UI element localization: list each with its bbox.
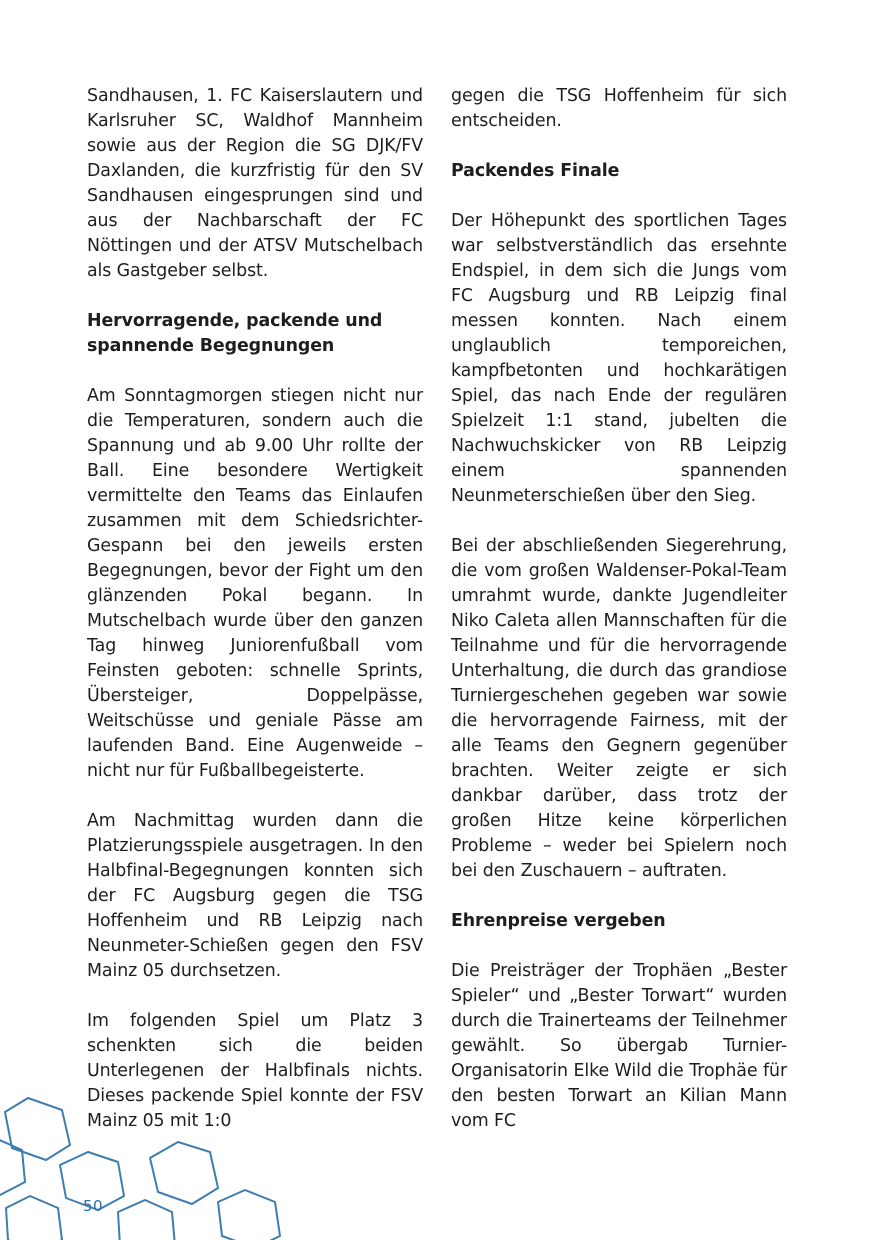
right-paragraph-2: Der Höhepunkt des sportlichen Tages war selbstverständlich das ersehnte Endspiel, in dem sich die Jungs vom FC Augsburg und RB Leipzig final messen konnten. Nach einem unglaublich temporeichen, kampfbetonten und hochkarätigen Spiel, das nach Ende der regulären Spielzeit 1:1 stand, jubelten die Nachwuchskicker von RB Leipzig einem spannenden Neunmeterschießen über den Sieg.: [451, 211, 787, 506]
right-paragraph-1: gegen die TSG Hoffenheim für sich entscheiden.: [451, 86, 787, 131]
left-paragraph-1: Sandhausen, 1. FC Kaiserslautern und Karlsruher SC, Waldhof Mannheim sowie aus der Region die SG DJK/FV Daxlanden, die kurzfristig für den SV Sandhausen eingesprungen sind und aus der Nachbarschaft der FC Nöttingen und der ATSV Mutschelbach als Gastgeber selbst.: [87, 86, 423, 281]
right-column: [451, 84, 787, 1134]
right-paragraph-3: Bei der abschließenden Siegerehrung, die vom großen Waldenser-Pokal-Team umrahmt wurde, dankte Jugendleiter Niko Caleta allen Mannschaften für die Teilnahme und für die hervorragende Unterhaltung, die durch das grandiose Turniergeschehen gegeben war sowie die hervorragende Fairness, mit der alle Teams den Gegnern gegenüber brachten. Weiter zeigte er sich dankbar darüber, dass trotz der großen Hitze keine körperlichen Probleme – weder bei Spielern noch bei den Zuschauern – auftraten.: [451, 536, 787, 881]
hexagon-4: [150, 1142, 218, 1204]
hexagon-5: [218, 1190, 280, 1240]
page-number: 50: [83, 1197, 104, 1215]
left-paragraph-2: Am Sonntagmorgen stiegen nicht nur die Temperaturen, sondern auch die Spannung und ab 9.00 Uhr rollte der Ball. Eine besondere Wertigkeit vermittelte den Teams das Einlaufen zusammen mit dem Schiedsrichter-Gespann bei den jeweils ersten Begegnungen, bevor der Fight um den glänzenden Pokal begann. In Mutschelbach wurde über den ganzen Tag hinweg Juniorenfußball vom Feinsten geboten: schnelle Sprints, Übersteiger, Doppelpässe, Weitschüsse und geniale Pässe am laufenden Band. Eine Augenweide – nicht nur für Fußballbegeisterte.: [87, 386, 423, 781]
right-paragraph-4: Die Preisträger der Trophäen „Bester Spieler“ und „Bester Torwart“ wurden durch die Trainerteams der Teilnehmer gewählt. So übergab Turnier-Organisatorin Elke Wild die Trophäe für den besten Torwart an Kilian Mann vom FC: [451, 961, 787, 1131]
right-heading-2: Ehrenpreise vergeben: [451, 911, 666, 931]
hexagon-2: [0, 1138, 25, 1195]
left-paragraph-3: Am Nachmittag wurden dann die Platzierungsspiele ausgetragen. In den Halbfinal-Begegnungen konnten sich der FC Augsburg gegen die TSG Hoffenheim und RB Leipzig nach Neunmeter-Schießen gegen den FSV Mainz 05 durchsetzen.: [87, 811, 423, 981]
left-paragraph-4: Im folgenden Spiel um Platz 3 schenkten sich die beiden Unterlegenen der Halbfinals nichts. Dieses packende Spiel konnte der FSV Mainz 05 mit 1:0: [87, 1011, 423, 1131]
left-heading-1: Hervorragende, packende und spannende Begegnungen: [87, 311, 383, 356]
left-column: [87, 84, 423, 1134]
hexagon-6: [6, 1196, 62, 1240]
hexagon-1: [5, 1098, 70, 1160]
hexagon-pattern-icon: [0, 1090, 300, 1240]
hexagon-7: [118, 1200, 175, 1240]
right-heading-1: Packendes Finale: [451, 161, 620, 181]
